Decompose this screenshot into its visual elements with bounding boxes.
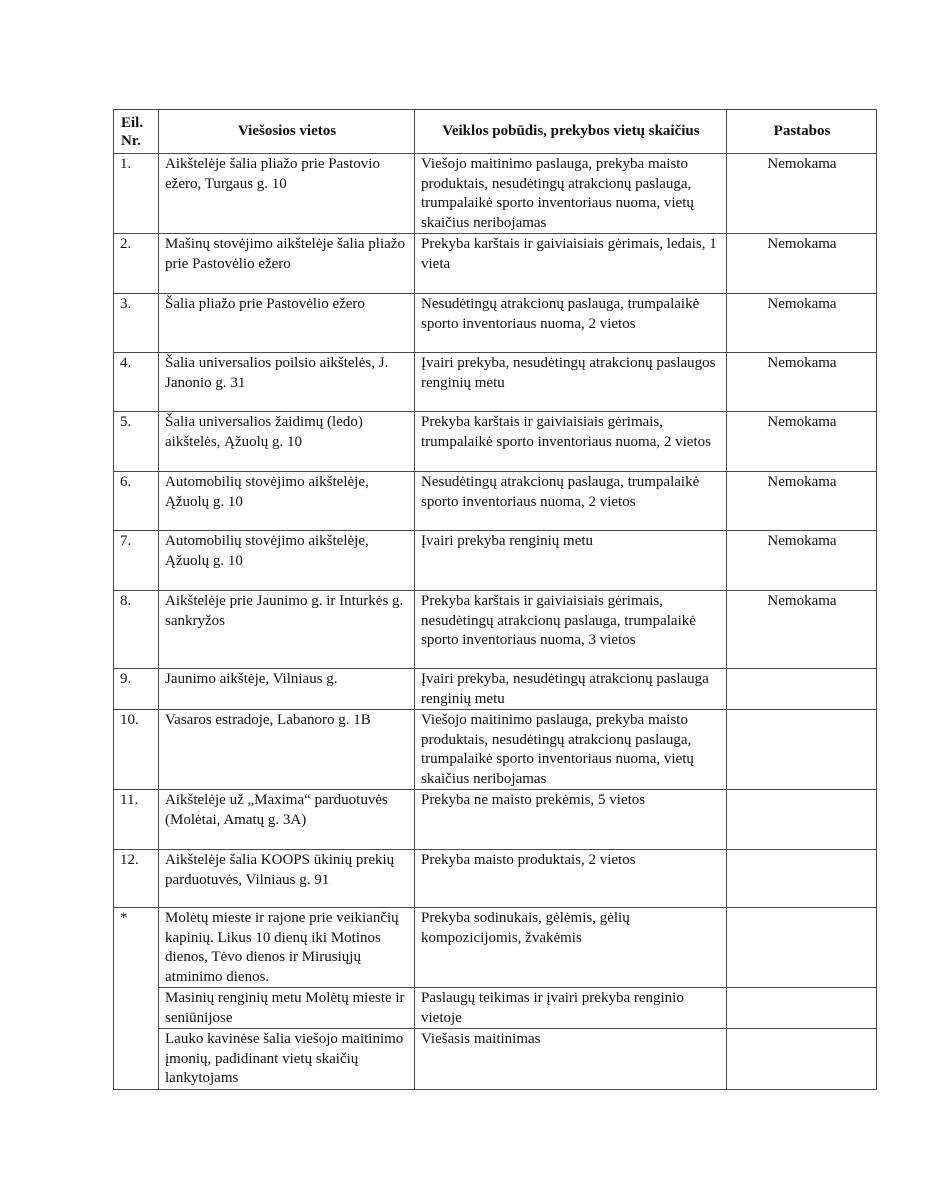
header-notes: Pastabos bbox=[727, 110, 877, 154]
row-place: Šalia universalios poilsio aikštelės, J. Janonio g. 31 bbox=[159, 353, 415, 412]
row-place: Aikštelėje šalia pliažo prie Pastovio ežero, Turgaus g. 10 bbox=[159, 154, 415, 234]
row-notes: Nemokama bbox=[727, 154, 877, 234]
row-activity: Viešasis maitinimas bbox=[415, 1029, 727, 1090]
table-row bbox=[114, 294, 877, 353]
row-place: Molėtų mieste ir rajone prie veikiančių kapinių. Likus 10 dienų iki Motinos dienos, Tėvo dienos ir Mirusiųjų atminimo dienos. bbox=[159, 908, 415, 988]
row-notes bbox=[727, 710, 877, 790]
row-place: Mašinų stovėjimo aikštelėje šalia pliažo prie Pastovėlio ežero bbox=[159, 234, 415, 294]
row-notes bbox=[727, 988, 877, 1029]
row-nr: 10. bbox=[114, 710, 159, 790]
table-row bbox=[114, 472, 877, 531]
row-notes: Nemokama bbox=[727, 353, 877, 412]
row-notes bbox=[727, 669, 877, 710]
row-nr: 2. bbox=[114, 234, 159, 294]
row-activity: Prekyba ne maisto prekėmis, 5 vietos bbox=[415, 790, 727, 850]
row-nr: 3. bbox=[114, 294, 159, 353]
header-nr-line2: Nr. bbox=[121, 133, 141, 149]
row-place: Automobilių stovėjimo aikštelėje, Ąžuolų g. 10 bbox=[159, 531, 415, 591]
row-activity: Prekyba maisto produktais, 2 vietos bbox=[415, 850, 727, 908]
row-activity: Nesudėtingų atrakcionų paslauga, trumpalaikė sporto inventoriaus nuoma, 2 vietos bbox=[415, 294, 727, 353]
table-row bbox=[114, 790, 877, 850]
row-nr: 6. bbox=[114, 472, 159, 531]
table-row bbox=[114, 850, 877, 908]
table-row bbox=[114, 669, 877, 710]
row-place: Aikštelėje prie Jaunimo g. ir Inturkės g. sankryžos bbox=[159, 591, 415, 669]
table-header-row bbox=[114, 110, 877, 154]
row-place: Aikštelėje šalia KOOPS ūkinių prekių parduotuvės, Vilniaus g. 91 bbox=[159, 850, 415, 908]
row-activity: Prekyba sodinukais, gėlėmis, gėlių kompozicijomis, žvakėmis bbox=[415, 908, 727, 988]
row-nr: 7. bbox=[114, 531, 159, 591]
row-place: Jaunimo aikštėje, Vilniaus g. bbox=[159, 669, 415, 710]
row-place: Lauko kavinėse šalia viešojo maitinimo įmonių, padidinant vietų skaičių lankytojams bbox=[159, 1029, 415, 1090]
row-notes: Nemokama bbox=[727, 294, 877, 353]
table-row bbox=[114, 710, 877, 790]
row-notes bbox=[727, 790, 877, 850]
row-activity: Prekyba karštais ir gaiviaisiais gėrimais, ledais, 1 vieta bbox=[415, 234, 727, 294]
row-place: Automobilių stovėjimo aikštelėje, Ąžuolų g. 10 bbox=[159, 472, 415, 531]
row-notes bbox=[727, 850, 877, 908]
table-row bbox=[114, 531, 877, 591]
row-place: Vasaros estradoje, Labanoro g. 1B bbox=[159, 710, 415, 790]
row-activity: Paslaugų teikimas ir įvairi prekyba renginio vietoje bbox=[415, 988, 727, 1029]
header-activity: Veiklos pobūdis, prekybos vietų skaičius bbox=[415, 110, 727, 154]
row-activity: Viešojo maitinimo paslauga, prekyba maisto produktais, nesudėtingų atrakcionų paslauga, trumpalaikė sporto inventoriaus nuoma, vietų skaičius neribojamas bbox=[415, 710, 727, 790]
row-nr: 12. bbox=[114, 850, 159, 908]
table-row bbox=[114, 988, 877, 1029]
header-nr-line1: Eil. bbox=[121, 115, 144, 131]
row-notes: Nemokama bbox=[727, 591, 877, 669]
row-nr: 8. bbox=[114, 591, 159, 669]
table-row bbox=[114, 353, 877, 412]
row-notes: Nemokama bbox=[727, 234, 877, 294]
row-place: Aikštelėje už „Maxima“ parduotuvės (Molėtai, Amatų g. 3A) bbox=[159, 790, 415, 850]
table-row bbox=[114, 1029, 877, 1090]
row-activity: Nesudėtingų atrakcionų paslauga, trumpalaikė sporto inventoriaus nuoma, 2 vietos bbox=[415, 472, 727, 531]
row-activity: Įvairi prekyba renginių metu bbox=[415, 531, 727, 591]
table-row bbox=[114, 154, 877, 234]
row-place: Šalia pliažo prie Pastovėlio ežero bbox=[159, 294, 415, 353]
table-row bbox=[114, 234, 877, 294]
row-nr: 4. bbox=[114, 353, 159, 412]
row-notes bbox=[727, 908, 877, 988]
row-place: Šalia universalios žaidimų (ledo) aikštelės, Ąžuolų g. 10 bbox=[159, 412, 415, 472]
row-nr-special: * bbox=[114, 908, 159, 1090]
row-notes bbox=[727, 1029, 877, 1090]
row-nr: 9. bbox=[114, 669, 159, 710]
row-activity: Prekyba karštais ir gaiviaisiais gėrimais, trumpalaikė sporto inventoriaus nuoma, 2 vietos bbox=[415, 412, 727, 472]
row-notes: Nemokama bbox=[727, 472, 877, 531]
header-place: Viešosios vietos bbox=[159, 110, 415, 154]
row-place: Masinių renginių metu Molėtų mieste ir seniūnijose bbox=[159, 988, 415, 1029]
row-notes: Nemokama bbox=[727, 412, 877, 472]
header-nr bbox=[114, 110, 159, 154]
row-activity: Įvairi prekyba, nesudėtingų atrakcionų paslauga renginių metu bbox=[415, 669, 727, 710]
row-nr: 1. bbox=[114, 154, 159, 234]
table-row bbox=[114, 908, 877, 988]
row-nr: 5. bbox=[114, 412, 159, 472]
public-places-table bbox=[113, 109, 877, 1090]
row-activity: Viešojo maitinimo paslauga, prekyba maisto produktais, nesudėtingų atrakcionų paslauga, trumpalaikė sporto inventoriaus nuoma, vietų skaičius neribojamas bbox=[415, 154, 727, 234]
row-activity: Įvairi prekyba, nesudėtingų atrakcionų paslaugos renginių metu bbox=[415, 353, 727, 412]
table-row bbox=[114, 412, 877, 472]
row-notes: Nemokama bbox=[727, 531, 877, 591]
row-activity: Prekyba karštais ir gaiviaisiais gėrimais, nesudėtingų atrakcionų paslauga, trumpalaikė sporto inventoriaus nuoma, 3 vietos bbox=[415, 591, 727, 669]
table-row bbox=[114, 591, 877, 669]
row-nr: 11. bbox=[114, 790, 159, 850]
